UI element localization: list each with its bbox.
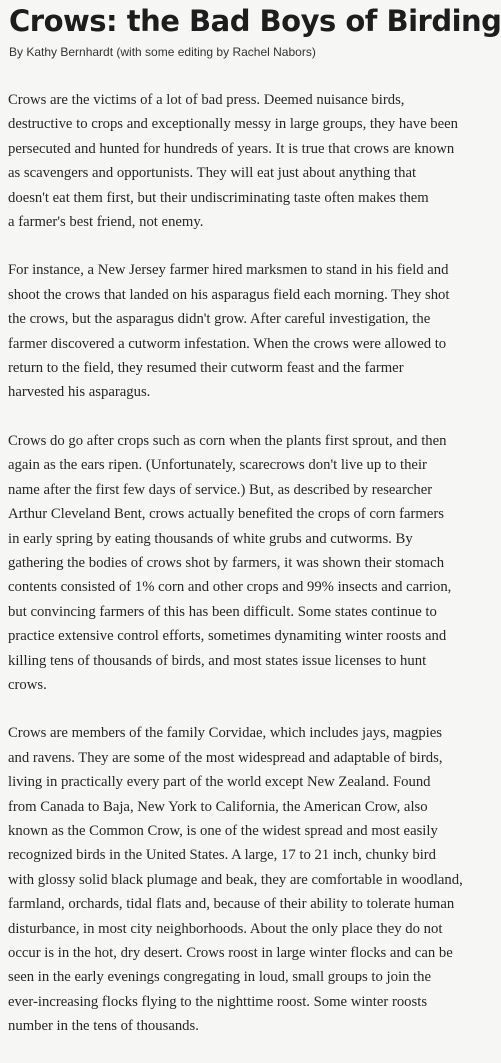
paragraph-line: with glossy solid black plumage and beak, they are comfortable in woodland, bbox=[8, 871, 463, 888]
paragraph-line: destructive to crops and exceptionally messy in large groups, they have been bbox=[8, 116, 459, 133]
paragraph-line: number in the tens of thousands. bbox=[8, 1018, 199, 1035]
paragraph-line: shoot the crows that landed on his asparagus field each morning. They shot bbox=[8, 286, 450, 303]
paragraph-line: a farmer's best friend, not enemy. bbox=[8, 214, 204, 231]
paragraph-line: Arthur Cleveland Bent, crows actually benefited the crops of corn farmers bbox=[8, 506, 444, 523]
paragraph-line: Crows are members of the family Corvidae, which includes jays, magpies bbox=[8, 725, 442, 742]
article-paragraph bbox=[8, 88, 480, 234]
article-paragraph bbox=[8, 721, 480, 1038]
paragraph-line: seen in the early evenings congregating in loud, small groups to join the bbox=[8, 969, 431, 986]
paragraph-line: again as the ears ripen. (Unfortunately, scarecrows don't live up to their bbox=[8, 457, 427, 474]
article-body bbox=[8, 88, 480, 1063]
paragraph-line: Crows are the victims of a lot of bad press. Deemed nuisance birds, bbox=[8, 92, 405, 108]
paragraph-line: gathering the bodies of crows shot by farmers, it was shown their stomach bbox=[8, 554, 445, 571]
paragraph-line: ever-increasing flocks flying to the nighttime roost. Some winter roosts bbox=[8, 993, 428, 1010]
paragraph-line: crows. bbox=[8, 676, 47, 693]
paragraph-line: farmland, orchards, tidal flats and, because of their ability to tolerate human bbox=[8, 896, 455, 913]
paragraph-line: from Canada to Baja, New York to California, the American Crow, also bbox=[8, 798, 428, 815]
paragraph-line: doesn't eat them first, but their undiscriminating taste often makes them bbox=[8, 189, 429, 206]
paragraph-line: harvested his asparagus. bbox=[8, 384, 151, 401]
paragraph-line: in early spring by eating thousands of white grubs and cutworms. By bbox=[8, 530, 413, 547]
paragraph-line: disturbance, in most city neighborhoods. About the only place they do not bbox=[8, 920, 443, 937]
paragraph-line: Crows do go after crops such as corn when the plants first sprout, and then bbox=[8, 432, 447, 449]
paragraph-line: name after the first few days of service.) But, as described by researcher bbox=[8, 481, 433, 498]
article-paragraph bbox=[8, 258, 480, 404]
paragraph-line: but convincing farmers of this has been difficult. Some states continue to bbox=[8, 603, 437, 620]
paragraph-line: and ravens. They are some of the most widespread and adaptable of birds, bbox=[8, 749, 443, 766]
paragraph-line: recognized birds in the United States. A large, 17 to 21 inch, chunky bird bbox=[8, 847, 437, 864]
article-title: Crows: the Bad Boys of Birding bbox=[9, 4, 501, 38]
paragraph-line: the crows, but the asparagus didn't grow. After careful investigation, the bbox=[8, 311, 431, 328]
article-paragraph bbox=[8, 429, 480, 697]
paragraph-line: known as the Common Crow, is one of the widest spread and most easily bbox=[8, 822, 438, 839]
paragraph-line: as scavengers and opportunists. They will eat just about anything that bbox=[8, 165, 417, 182]
paragraph-line: occur is in the hot, dry desert. Crows roost in large winter flocks and can be bbox=[8, 945, 453, 961]
paragraph-line: return to the field, they resumed their cutworm feast and the farmer bbox=[8, 360, 404, 377]
paragraph-line: For instance, a New Jersey farmer hired marksmen to stand in his field and bbox=[8, 262, 449, 279]
paragraph-line: practice extensive control efforts, sometimes dynamiting winter roosts and bbox=[8, 628, 447, 645]
paragraph-line: farmer discovered a cutworm infestation. When the crows were allowed to bbox=[8, 335, 447, 352]
paragraph-line: contents consisted of 1% corn and other crops and 99% insects and carrion, bbox=[8, 579, 452, 596]
paragraph-line: living in practically every part of the world except New Zealand. Found bbox=[8, 774, 431, 791]
article-byline: By Kathy Bernhardt (with some editing by Rachel Nabors) bbox=[9, 45, 316, 59]
paragraph-line: killing tens of thousands of birds, and most states issue licenses to hunt bbox=[8, 652, 427, 669]
paragraph-line: persecuted and hunted for hundreds of years. It is true that crows are known bbox=[8, 140, 455, 157]
